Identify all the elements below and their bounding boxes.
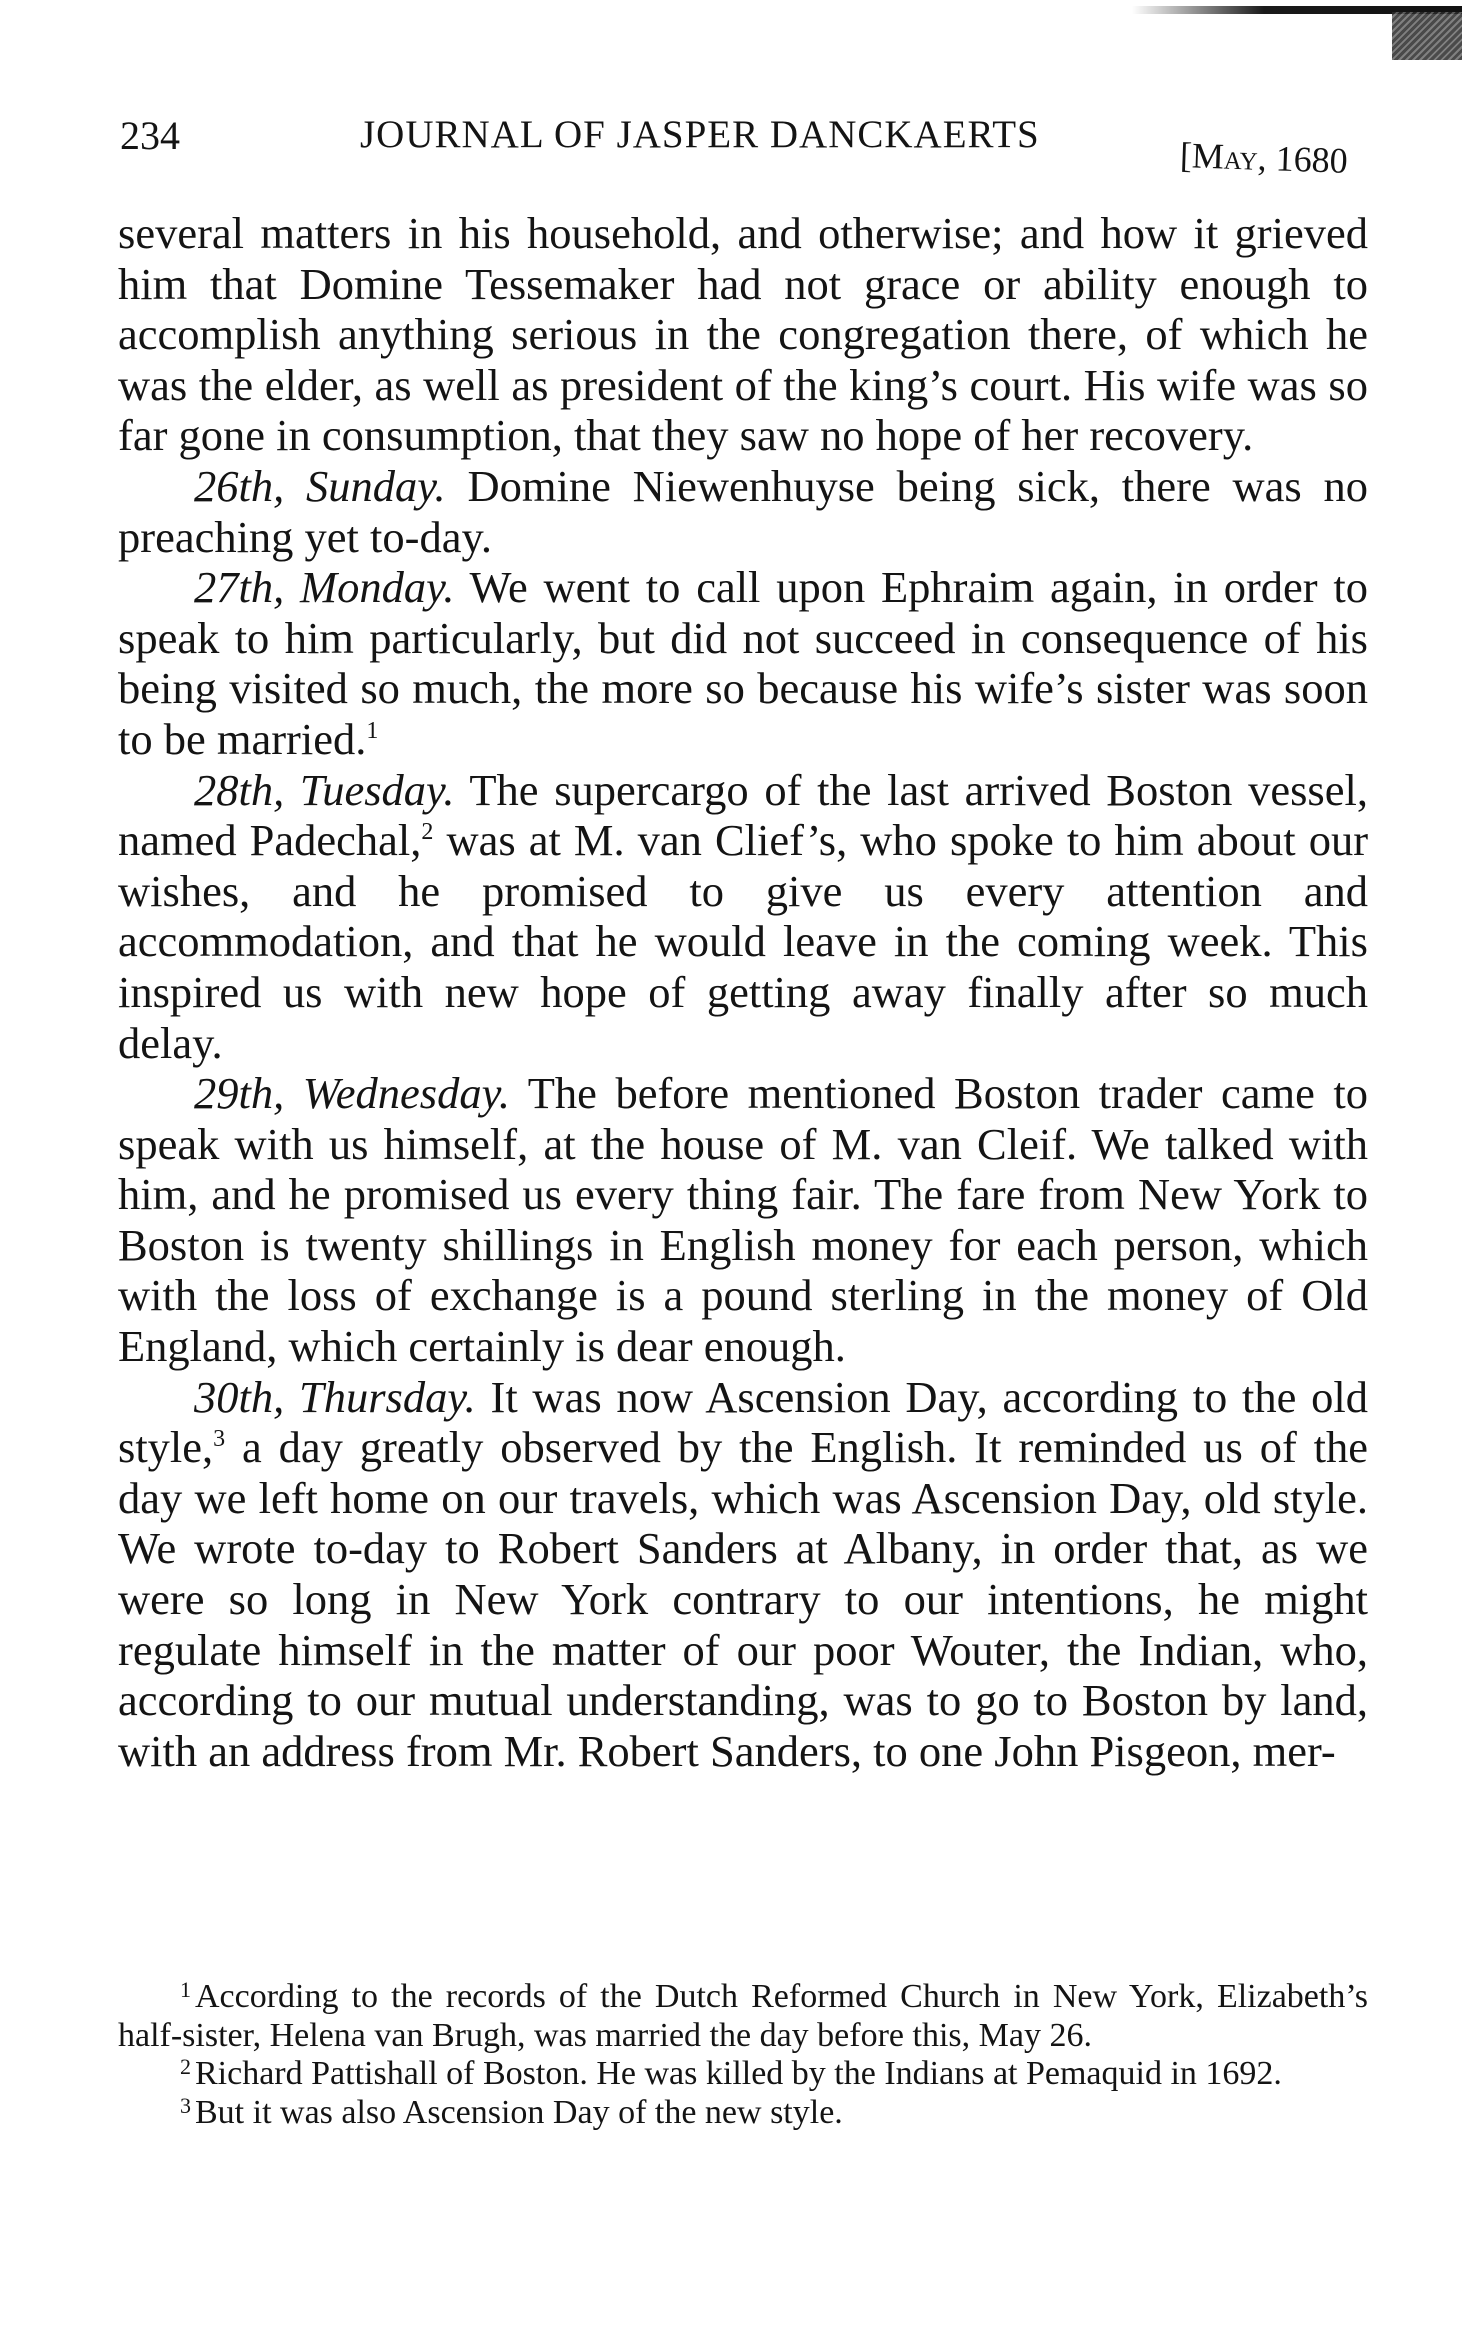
footnote-reference: 3 <box>213 1426 226 1453</box>
entry-date: 27th, Monday. <box>194 562 455 613</box>
footnote-mark: 3 <box>180 2092 191 2118</box>
page-number: 234 <box>120 113 180 158</box>
footnote <box>118 2055 1368 2094</box>
entry-text: It was now Ascension Day, according to the old style, <box>118 1371 1368 1473</box>
journal-entry-26th <box>118 461 1368 562</box>
entry-text: a day greatly observed by the English. It reminded us of the day we left home on our travels, which was Ascension Day, old style. We wrote to-day to Robert Sanders at Albany, in order that, as we were so long in New York contrary to our intentions, he might regulate himself in the matter of our poor Wouter, the Indian, who, according to our mutual understanding, was to go to Boston by land, with an address from Mr. Robert Sanders, to one John Pisgeon, mer- <box>118 1422 1368 1776</box>
page-header <box>120 112 1375 192</box>
journal-entry-27th <box>118 562 1368 764</box>
main-text <box>118 208 1368 1776</box>
entry-text: We went to call upon Ephraim again, in order to speak to him particularly, but did not succeed in consequence of his being visited so much, the more so because his wife’s sister was soon to be married. <box>118 562 1368 764</box>
footnote-reference: 2 <box>421 819 434 846</box>
running-title: JOURNAL OF JASPER DANCKAERTS <box>360 113 1040 156</box>
scan-edge-texture <box>1392 12 1462 60</box>
journal-entry-30th <box>118 1372 1368 1777</box>
journal-entry-28th <box>118 765 1368 1069</box>
footnote <box>118 1978 1368 2055</box>
footnote <box>118 2094 1368 2133</box>
entry-date: 30th, Thursday. <box>194 1371 476 1422</box>
footnote-text: Richard Pattishall of Boston. He was killed by the Indians at Pemaquid in 1692. <box>195 2055 1282 2092</box>
entry-date: 29th, Wednesday. <box>194 1068 511 1119</box>
footnote-mark: 1 <box>180 1977 191 2002</box>
entry-text: The supercargo of the last arrived Boston vessel, named Padechal, <box>118 764 1368 866</box>
entry-date: 28th, Tuesday. <box>194 764 455 815</box>
footnotes <box>118 1978 1368 2132</box>
footnote-mark: 2 <box>180 2054 191 2079</box>
journal-entry-29th <box>118 1068 1368 1372</box>
footnote-reference: 1 <box>366 717 379 744</box>
header-date: [May, 1680 <box>1179 135 1349 181</box>
continued-paragraph: several matters in his household, and otherwise; and how it grieved him that Domine Tessemaker had not grace or ability enough to accomplish anything serious in the congregation there, of which he was the elder, as well as president of the king’s court. His wife was so far gone in consumption, that they saw no hope of her recovery. <box>118 208 1368 461</box>
entry-text: The before mentioned Boston trader came to speak with us himself, at the house of M. van Cleif. We talked with him, and he promised us every thing fair. The fare from New York to Boston is twenty shillings in English money for each person, which with the loss of exchange is a pound sterling in the money of Old England, which certainly is dear enough. <box>118 1068 1368 1372</box>
entry-date: 26th, Sunday. <box>194 460 446 511</box>
footnote-text: But it was also Ascension Day of the new style. <box>195 2093 843 2131</box>
entry-text: was at M. van Clief’s, who spoke to him about our wishes, and he promised to give us every attention and accommodation, and that he would leave in the coming week. This inspired us with new hope of getting away finally after so much delay. <box>118 815 1369 1068</box>
footnote-text: According to the records of the Dutch Reformed Church in New York, Elizabeth’s half-sister, Helena van Brugh, was married the day before this, May 26. <box>118 1978 1368 2054</box>
entry-text: Domine Niewenhuyse being sick, there was no preaching yet to-day. <box>118 460 1368 562</box>
